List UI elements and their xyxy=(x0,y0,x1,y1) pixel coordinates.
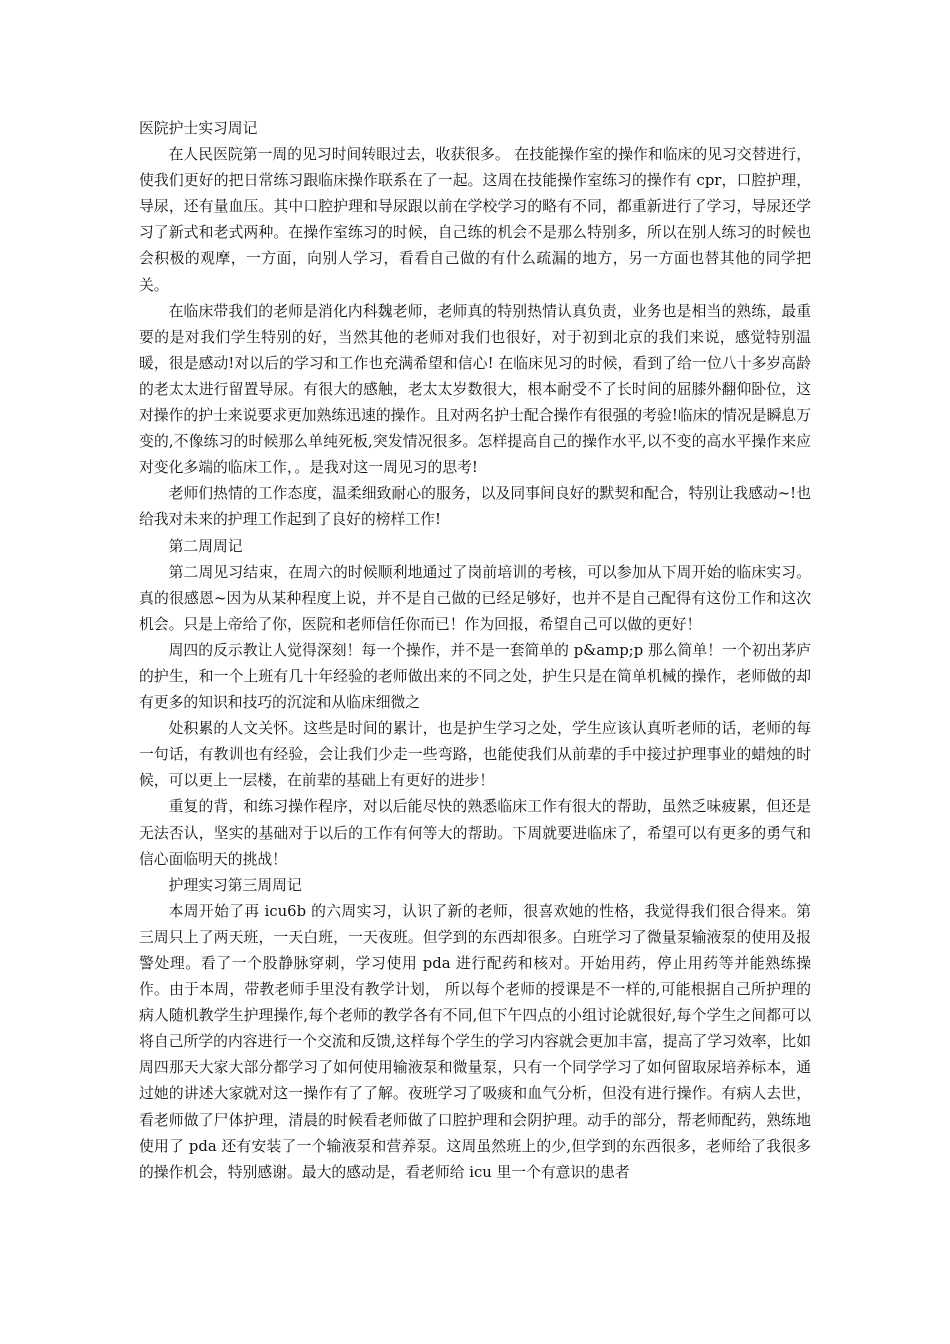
paragraph: 在人民医院第一周的见习时间转眼过去，收获很多。 在技能操作室的操作和临床的见习交替进行，使我们更好的把日常练习跟临床操作联系在了一起。这周在技能操作室练习的操作有 cpr，口腔护理，导尿，还有量血压。其中口腔护理和导尿跟以前在学校学习的略有不同，都重新进行了学习，导尿还学习了新式和老式两种。在操作室练习的时候，自己练的机会不是那么特别多，所以在别人练习的时候也会积极的观摩，一方面，向别人学习，看看自己做的有什么疏漏的地方，另一方面也替其他的同学把关。 xyxy=(139,146,811,294)
section-heading: 第二周周记 xyxy=(168,537,243,555)
paragraph: 在临床带我们的老师是消化内科魏老师，老师真的特别热情认真负责，业务也是相当的熟练，最重要的是对我们学生特别的好，当然其他的老师对我们也很好，对于初到北京的我们来说，感觉特别温暖，很是感动!对以后的学习和工作也充满希望和信心! 在临床见习的时候，看到了给一位八十多岁高龄的老太太进行留置导尿。有很大的感触，老太太岁数很大，根本耐受不了长时间的屈膝外翻仰卧位，这对操作的护士来说要求更加熟练迅速的操作。且对两名护士配合操作有很强的考验!临床的情况是瞬息万变的,不像练习的时候那么单纯死板,突发情况很多。怎样提高自己的操作水平,以不变的高水平操作来应对变化多端的临床工作，。是我对这一周见习的思考! xyxy=(139,302,811,477)
paragraph: 处积累的人文关怀。这些是时间的累计，也是护生学习之处，学生应该认真听老师的话，老师的每一句话，有教训也有经验，会让我们少走一些弯路，也能使我们从前辈的手中接过护理事业的蜡烛的时候，可以更上一层楼，在前辈的基础上有更好的进步！ xyxy=(139,720,811,790)
paragraph: 第二周见习结束，在周六的时候顺利地通过了岗前培训的考核，可以参加从下周开始的临床实习。真的很感恩~因为从某种程度上说，并不是自己做的已经足够好，也并不是自己配得有这份工作和这次机会。只是上帝给了你，医院和老师信任你而已！作为回报，希望自己可以做的更好！ xyxy=(139,563,811,633)
paragraph: 本周开始了再 icu6b 的六周实习，认识了新的老师，很喜欢她的性格，我觉得我们很合得来。第三周只上了两天班，一天白班，一天夜班。但学到的东西却很多。白班学习了微量泵输液泵的使用及报警处理。看了一个股静脉穿刺，学习使用 pda 进行配药和核对。开始用药，停止用药等并能熟练操作。由于本周，带教老师手里没有教学计划， 所以每个老师的授课是不一样的,可能根据自己所护理的病人随机教学生护理操作,每个老师的教学各有不同,但下午四点的小组讨论就很好,每个学生之间都可以将自己所学的内容进行一个交流和反馈,这样每个学生的学习内容就会更加丰富，提高了学习效率，比如周四那天大家大部分都学习了如何使用输液泵和微量泵，只有一个同学学习了如何留取尿培养标本，通过她的讲述大家就对这一操作有了了解。夜班学习了吸痰和血气分析，但没有进行操作。有病人去世，看老师做了尸体护理，清晨的时候看老师做了口腔护理和会阴护理。动手的部分，帮老师配药，熟练地使用了 pda 还有安装了一个输液泵和营养泵。这周虽然班上的少,但学到的东西很多，老师给了我很多的操作机会，特别感谢。最大的感动是，看老师给 icu 里一个有意识的患者 xyxy=(139,902,811,1181)
paragraph: 重复的背，和练习操作程序，对以后能尽快的熟悉临床工作有很大的帮助，虽然乏味疲累，但还是无法否认，坚实的基础对于以后的工作有何等大的帮助。下周就要进临床了，希望可以有更多的勇气和信心面临明天的挑战！ xyxy=(139,798,811,868)
paragraph: 老师们热情的工作态度，温柔细致耐心的服务，以及同事间良好的默契和配合，特别让我感动~!也给我对未来的护理工作起到了良好的榜样工作! xyxy=(139,485,811,529)
paragraph: 周四的反示教让人觉得深刻！每一个操作，并不是一套简单的 p&amp;p 那么简单！一个初出茅庐的护生，和一个上班有几十年经验的老师做出来的不同之处，护生只是在简单机械的操作，老师做的却有更多的知识和技巧的沉淀和从临床细微之 xyxy=(139,641,811,712)
section-heading: 护理实习第三周周记 xyxy=(168,876,302,894)
document-title: 医院护士实习周记 xyxy=(139,120,258,137)
document-page xyxy=(139,116,811,1186)
